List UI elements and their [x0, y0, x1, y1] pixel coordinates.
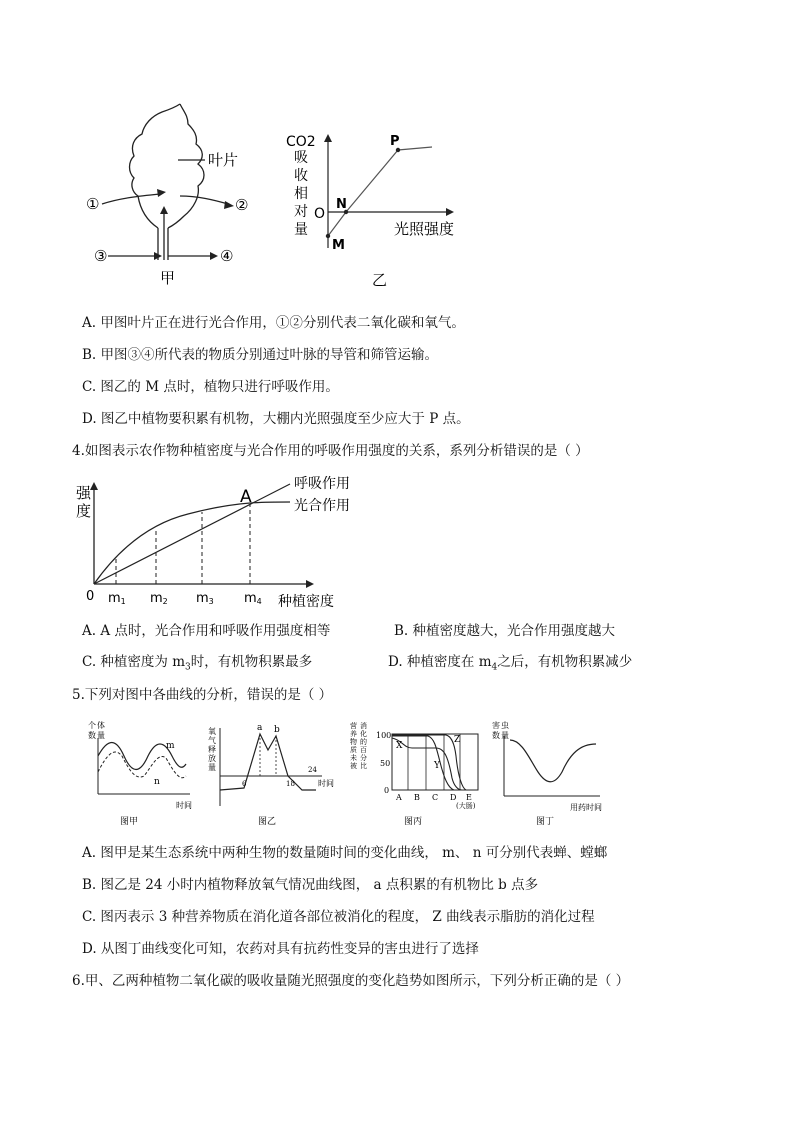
tick-label-m4: m4 [244, 591, 262, 606]
leaf-label: 叶片 [208, 151, 239, 169]
category-e-note: (大肠) [456, 802, 476, 810]
axis-arrow-icon [90, 482, 98, 490]
y-axis-label: 个体数量 [88, 721, 105, 740]
y-tick-0: 0 [384, 786, 390, 795]
point-p-label: P [390, 134, 400, 149]
arrow-up-icon [160, 206, 168, 214]
tick-24: 24 [308, 766, 317, 774]
figure-caption-yi: 乙 [372, 271, 388, 289]
arrow-right-icon [157, 189, 166, 197]
x-axis-label: 用药时间 [570, 803, 602, 812]
y-axis-label: 氧气释放量 [208, 727, 216, 772]
x-axis-label: 光照强度 [394, 220, 455, 238]
category-b: B [414, 793, 420, 802]
q4-option-a[interactable]: A. A 点时，光合作用和呼吸作用强度相等 [82, 623, 331, 639]
x-axis-label: 时间 [176, 801, 192, 810]
curve-label-z: Z [454, 735, 461, 745]
y-label-char: 量 [294, 222, 308, 238]
y-label-co2: CO2 [286, 134, 316, 150]
series-label-n: n [154, 777, 160, 787]
figure-caption: 图丁 [536, 817, 555, 827]
axis-arrow-icon [324, 134, 332, 142]
q5-option-c[interactable]: C. 图丙表示 3 种营养物质在消化道各部位被消化的程度， Z 曲线表示脂肪的消化过程 [82, 909, 595, 925]
y-label-char: 对 [294, 204, 308, 220]
figure-jia-leaf [80, 100, 280, 290]
point-a-label: a [257, 723, 263, 733]
y-axis-label: 营养物质未被消化的百分比 [350, 722, 367, 770]
figure-q5-bing [348, 716, 494, 828]
label-circle-1: ① [86, 195, 100, 213]
y-tick-50: 50 [380, 759, 391, 768]
figure-caption: 图丙 [404, 817, 423, 827]
category-d: D [450, 793, 457, 802]
q4-stem: 4.如图表示农作物种植密度与光合作用的呼吸作用强度的关系，系列分析错误的是（ ） [72, 443, 589, 459]
figure-caption-jia: 甲 [160, 269, 176, 287]
y-axis-label: 强 [76, 484, 92, 502]
label-circle-4: ④ [220, 247, 234, 265]
q5-option-a[interactable]: A. 图甲是某生态系统中两种生物的数量随时间的变化曲线， m、 n 可分别代表蝉、螳螂 [82, 845, 608, 861]
point-b-label: b [274, 725, 280, 735]
figure-caption: 图甲 [120, 817, 139, 827]
figure-q5-ding [488, 716, 618, 828]
figure-q5-yi [204, 716, 344, 828]
y-axis-label: 害虫数量 [492, 721, 509, 740]
q6-stem: 6.甲、乙两种植物二氧化碳的吸收量随光照强度的变化趋势如图所示，下列分析正确的是（ ） [72, 973, 630, 989]
curve-label-x: X [396, 741, 403, 751]
legend-photosynthesis: 光合作用 [294, 498, 350, 514]
curve-x [392, 738, 462, 790]
figure-yi-co2 [280, 130, 470, 290]
category-c: C [432, 793, 439, 802]
y-tick-100: 100 [376, 731, 392, 740]
leaf-outline-left [130, 104, 181, 228]
curve-label-y: Y [434, 761, 440, 771]
label-circle-2: ② [235, 196, 249, 214]
point-m-label: M [332, 238, 345, 253]
q4-option-b[interactable]: B. 种植密度越大，光合作用强度越大 [394, 623, 616, 639]
tick-18: 18 [286, 780, 295, 788]
x-axis-label: 种植密度 [278, 594, 334, 610]
y-label-char: 收 [294, 168, 308, 184]
tick-label-m2: m2 [150, 591, 168, 606]
q5-stem: 5.下列对图中各曲线的分析，错误的是（ ） [72, 687, 333, 703]
y-label-char: 相 [294, 186, 308, 202]
origin-label: 0 [86, 589, 95, 604]
q4-option-c[interactable]: C. 种植密度为 $m_3$时，有机物积累最多 [82, 654, 313, 673]
point-a-label: A [240, 487, 252, 507]
q3-option-a[interactable]: A. 甲图叶片正在进行光合作用，①②分别代表二氧化碳和氧气。 [82, 315, 465, 331]
q5-option-d[interactable]: D. 从图丁曲线变化可知，农药对具有抗药性变异的害虫进行了选择 [82, 941, 479, 957]
arrow-right-icon [210, 252, 218, 260]
series-n [98, 752, 186, 778]
series-respiration [94, 484, 290, 584]
series-photosynthesis [94, 502, 290, 584]
tick-label-m1: m1 [108, 591, 126, 606]
tick-label-m3: m3 [196, 591, 214, 606]
label-circle-3: ③ [94, 247, 108, 265]
q3-option-b[interactable]: B. 甲图③④所代表的物质分别通过叶脉的导管和筛管运输。 [82, 347, 439, 363]
legend-respiration: 呼吸作用 [294, 476, 350, 492]
q5-option-b[interactable]: B. 图乙是 24 小时内植物释放氧气情况曲线图， a 点积累的有机物比 b 点多 [82, 877, 539, 893]
leaf-outline-right [168, 104, 204, 228]
axis-arrow-icon [306, 580, 314, 588]
pest-curve [510, 740, 596, 782]
axis-arrow-icon [446, 208, 454, 216]
figure-q5-jia [84, 716, 200, 828]
figure-caption: 图乙 [258, 817, 277, 827]
q4-option-d[interactable]: D. 种植密度在 $m_4$之后，有机物积累减少 [388, 654, 633, 673]
point-n-label: N [336, 197, 347, 212]
category-a: A [396, 793, 402, 802]
q3-option-c[interactable]: C. 图乙的 M 点时，植物只进行呼吸作用。 [82, 379, 339, 395]
y-label-char: 吸 [294, 150, 308, 166]
oxygen-curve [220, 734, 316, 790]
category-e: E [466, 793, 472, 802]
tick-6: 6 [242, 780, 247, 788]
arrow-right-icon [224, 201, 234, 209]
series-label-m: m [166, 741, 175, 751]
figure-q4-chart [68, 472, 368, 612]
origin-label: O [314, 206, 326, 222]
x-axis-label: 时间 [318, 779, 334, 788]
y-axis-label: 度 [76, 502, 92, 520]
q3-option-d[interactable]: D. 图乙中植物要积累有机物，大棚内光照强度至少应大于 P 点。 [82, 411, 470, 427]
